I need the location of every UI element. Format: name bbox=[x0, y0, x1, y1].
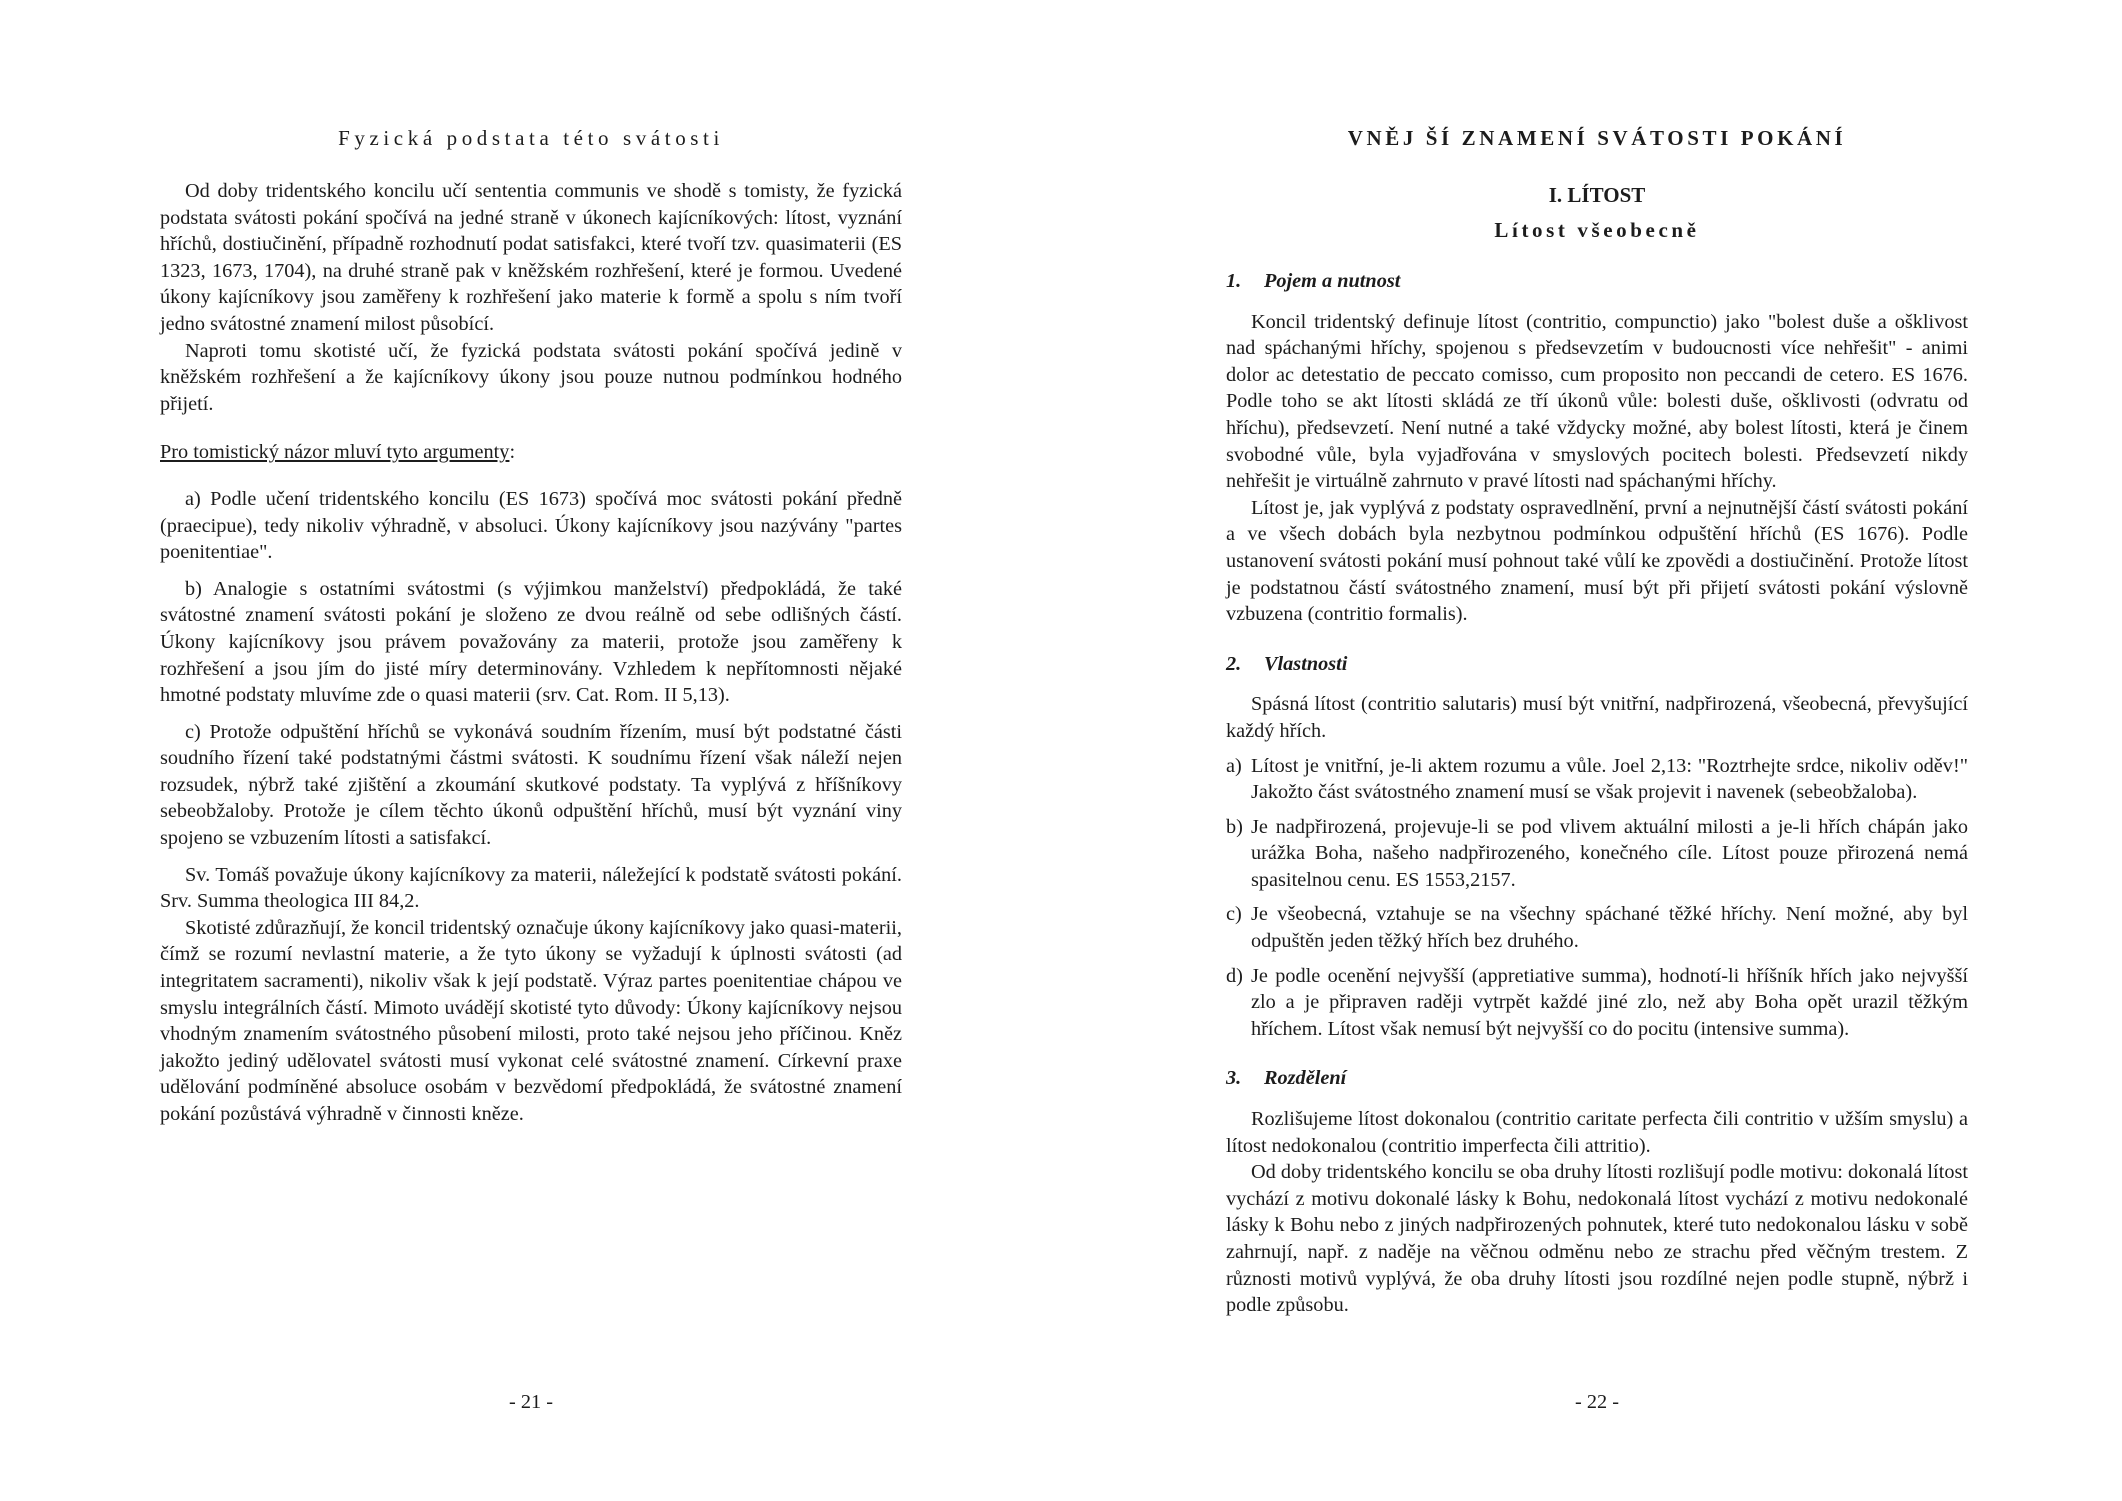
list-marker: d) bbox=[1226, 964, 1243, 987]
heading-number: 2. bbox=[1226, 652, 1242, 675]
list-item bbox=[1226, 963, 1968, 1043]
body-paragraph: Naproti tomu skotisté učí, že fyzická podstata svátosti pokání spočívá jedině v kněžském rozhřešení a že kajícníkovy úkony jsou pouze nutnou podmínkou hodného přijetí. bbox=[160, 339, 902, 415]
list-item-text: Je nadpřirozená, projevuje-li se pod vlivem aktuální milosti a je-li hřích chápán jako urážka Boha, našeho nadpřirozeného, konečného cíle. Lítost pouze přirozená nemá spasitelnou cenu. ES 1553,2157. bbox=[1251, 815, 1968, 891]
argument-heading-colon: : bbox=[509, 441, 516, 464]
list-item bbox=[1226, 901, 1968, 954]
page-number: - 22 - bbox=[1575, 1391, 1619, 1413]
list-item-text: Je všeobecná, vztahuje se na všechny spáchané těžké hříchy. Není možné, aby byl odpuštěn jeden těžký hřích bez druhého. bbox=[1251, 903, 1968, 953]
section-title: I. LÍTOST bbox=[1548, 183, 1646, 207]
body-paragraph: Rozlišujeme lítost dokonalou (contritio caritate perfecta čili contritio v užším smyslu) a lítost nedokonalou (contritio imperfecta čili attritio). bbox=[1226, 1108, 1968, 1157]
body-paragraph: Koncil tridentský definuje lítost (contritio, compunctio) jako "bolest duše a ošklivost nad spáchanými hříchy, spojenou s předsevzetím v budoucnosti více nehřešit" - animi dolor ac detestatio de peccato comisso, cum proposito non peccandi de cetero. ES 1676. Podle toho se akt lítosti skládá ze tří úkonů vůle: bolesti duše, ošklivosti (odvratu od hříchu), předsevzetí. Není nutné a také vždycky možné, aby bolest lítosti, která je činem svobodné vůle, byla vyjadřována v smyslových pocitech bolesti. Předsevzetí nikdy nehřešit je virtuálně zahrnuto v pravé lítosti nad spáchanými hříchy. bbox=[1226, 310, 1968, 493]
list-item-text: Lítost je vnitřní, je-li aktem rozumu a vůle. Joel 2,13: "Roztrhejte srdce, nikoliv oděv!" Jakožto část svátostného znamení musí se však projevit i navenek (sebeobžaloba). bbox=[1251, 754, 1968, 804]
page-number: - 21 - bbox=[509, 1391, 553, 1413]
chapter-title: VNĚJ ŠÍ ZNAMENÍ SVÁTOSTI POKÁNÍ bbox=[1347, 126, 1847, 150]
body-paragraph: Lítost je, jak vyplývá z podstaty ospravedlnění, první a nejnutnější částí svátosti pokání a ve všech dobách byla nezbytnou podmínkou odpuštění hříchů (ES 1676). Podle ustanovení svátosti pokání musí pohnout také vůlí ke zpovědi a dostiučinění. Protože lítost je podstatnou částí svátostného znamení, musí být při přijetí svátosti pokání výslovně vzbuzena (contritio formalis). bbox=[1226, 496, 1968, 626]
list-marker: a) bbox=[1226, 754, 1242, 777]
list-marker: b) bbox=[1226, 815, 1243, 838]
list-item-text: Je podle ocenění nejvyšší (appretiative summa), hodnotí-li hříšník hřích jako nejvyšší zlo a je připraven raději vytrpět každé jiné zlo, než aby Boha opět urazil těžkým hříchem. Lítost však nemusí být nejvyšší co do pocitu (intensive summa). bbox=[1251, 964, 1968, 1040]
scotist-paragraph: Skotisté zdůrazňují, že koncil tridentský označuje úkony kajícníkovy jako quasi-materii, čímž se rozumí nevlastní materie, a že tyto úkony se vyžadují k úplnosti svátosti (ad integritatem sacramenti), nikoliv však k její podstatě. Výraz partes poenitentiae chápou ve smyslu integrálních částí. Mimoto uvádějí skotisté tyto důvody: Úkony kajícníkovy nejsou vhodným znamením svátostného působení milosti, proto také nejsou jeho příčinou. Kněz jakožto jediný udělovatel svátosti musí vykonat celé svátostné znamení. Církevní praxe udělování podmíněné absoluce osobám v bezvědomí předpokládá, že svátostné znamení pokání pozůstává výhradně v činnosti kněze. bbox=[160, 916, 902, 1125]
argument-heading-text: Pro tomistický názor mluví tyto argumenty bbox=[160, 441, 510, 464]
right-page-body bbox=[1226, 268, 1968, 1319]
argument-c: c) Protože odpuštění hříchů se vykonává soudním řízením, musí být podstatné části soudního řízení také podstatnými částmi svátosti. K soudnímu řízení však náleží nejen rozsudek, nýbrž také zjištění a zkoumání skutkové podstaty. Ta vyplývá z hříšníkovy sebeobžaloby. Protože je cílem těchto úkonů odpuštění hříchů, musí být vyznání viny spojeno se vzbuzením lítosti a satisfakcí. bbox=[160, 720, 902, 850]
heading-text: Pojem a nutnost bbox=[1264, 270, 1401, 292]
heading-vlastnosti bbox=[1226, 651, 1968, 678]
right-page bbox=[1226, 0, 1968, 1501]
heading-number: 1. bbox=[1226, 270, 1242, 292]
argument-b: b) Analogie s ostatními svátostmi (s výjimkou manželství) předpokládá, že také svátostné znamení svátosti pokání je složeno ze dvou reálně od sebe odlišných částí. Úkony kajícníkovy jsou právem považovány za materii, protože jsou zaměřeny k rozhřešení a jsou jím do jisté míry determinovány. Vzhledem k nepřítomnosti nějaké hmotné podstaty mluvíme zde o quasi materii (srv. Cat. Rom. II 5,13). bbox=[160, 577, 902, 707]
left-page-body bbox=[160, 178, 902, 1128]
list-item bbox=[1226, 753, 1968, 806]
argument-heading bbox=[160, 439, 902, 466]
heading-text: Vlastnosti bbox=[1264, 652, 1348, 675]
heading-number: 3. bbox=[1226, 1067, 1242, 1090]
heading-text: Rozdělení bbox=[1264, 1067, 1347, 1090]
running-head: Fyzická podstata této svátosti bbox=[338, 126, 724, 150]
list-marker: c) bbox=[1226, 903, 1242, 926]
heading-rozdeleni bbox=[1226, 1065, 1968, 1092]
body-paragraph: Od doby tridentského koncilu učí sententia communis ve shodě s tomisty, že fyzická podstata svátosti pokání spočívá na jedné straně v úkonech kajícníkových: lítost, vyznání hříchů, dostiučinění, případně rozhodnutí podat satisfakci, které tvoří tzv. quasimaterii (ES 1323, 1673, 1704), na druhé straně pak v kněžském rozhřešení, které je formou. Uvedené úkony kajícníkovy jsou zaměřeny k rozhřešení jako materie k formě a spolu s ním tvoří jedno svátostné znamení milost působící. bbox=[160, 180, 902, 335]
thomas-note: Sv. Tomáš považuje úkony kajícníkovy za materii, náležející k podstatě svátosti pokání. Srv. Summa theologica III 84,2. bbox=[160, 863, 902, 913]
body-paragraph: Spásná lítost (contritio salutaris) musí být vnitřní, nadpřirozená, všeobecná, převyšující každý hřích. bbox=[1226, 693, 1968, 742]
body-paragraph: Od doby tridentského koncilu se oba druhy lítosti rozlišují podle motivu: dokonalá lítost vychází z motivu dokonalé lásky k Bohu, nedokonalá lítost vychází z motivu nedokonalé lásky k Bohu nebo z jiných nadpřirozených pohnutek, které tuto nedokonalou lásku v sobě zahrnují, např. z naděje na věčnou odměnu nebo ze strachu před věčným trestem. Z různosti motivů vyplývá, že oba druhy lítosti jsou rozdílné nejen podle stupně, nýbrž i podle způsobu. bbox=[1226, 1161, 1968, 1317]
argument-a: a) Podle učení tridentského koncilu (ES 1673) spočívá moc svátosti pokání předně (praecipue), tedy nikoliv výhradně, v absoluci. Úkony kajícníkovy jsou nazývány "partes poenitentiae". bbox=[160, 487, 902, 564]
subsection-title: Lítost všeobecně bbox=[1494, 218, 1700, 242]
list-item bbox=[1226, 814, 1968, 894]
heading-pojem bbox=[1226, 268, 1968, 295]
left-page bbox=[160, 0, 902, 1501]
